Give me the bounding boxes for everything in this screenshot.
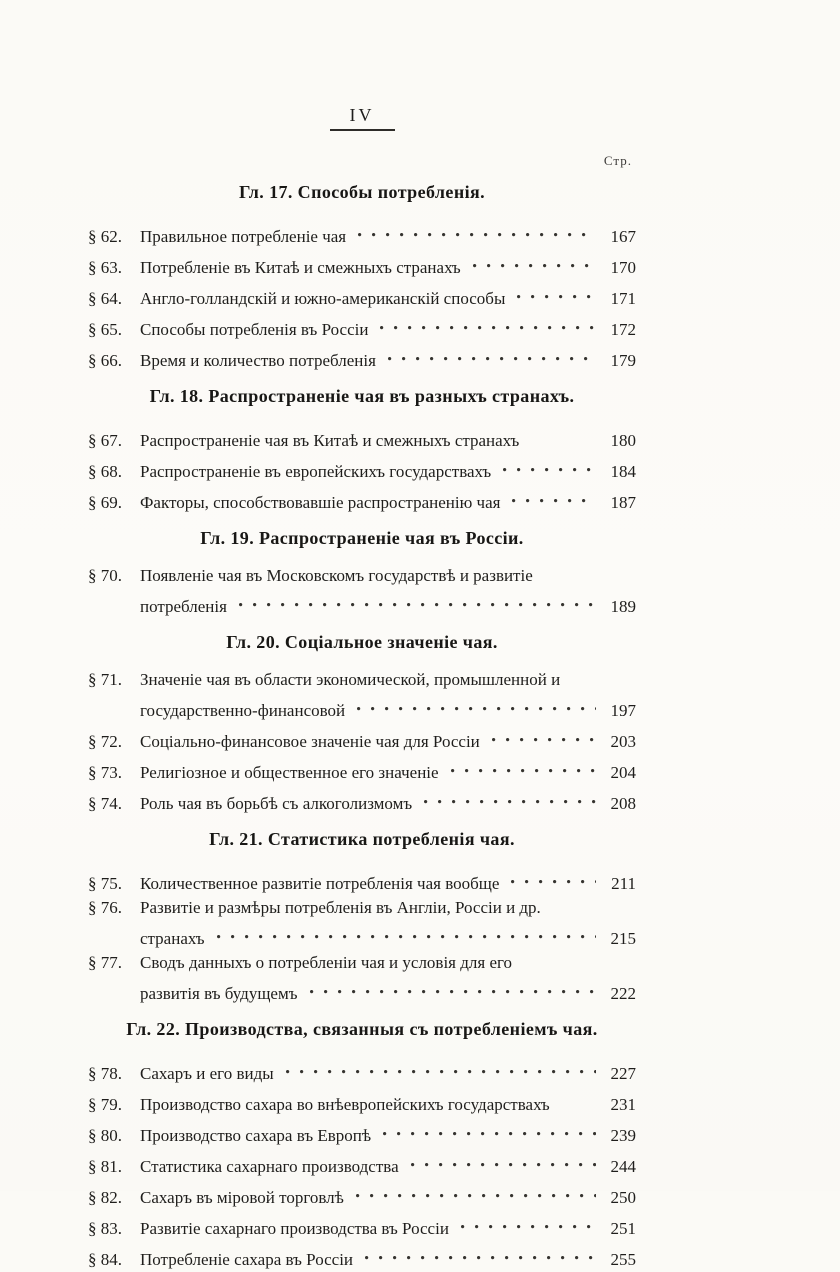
entry-text: Англо-голландскій и южно-американскій способы: [140, 289, 506, 308]
dot-leader: [562, 1086, 596, 1110]
toc-entry-line: [88, 723, 636, 754]
entry-text: Статистика сахарнаго производства: [140, 1157, 399, 1176]
dot-leader: [217, 920, 596, 944]
toc-entry-line: [88, 484, 636, 515]
entry-number: § 69.: [88, 493, 122, 512]
chapter-heading: Гл. 17. Способы потребленія.: [238, 182, 486, 202]
entry-text: потребленія: [140, 597, 227, 616]
toc-entry-line: [88, 920, 636, 951]
entry-page: 231: [610, 1095, 636, 1114]
entry-text: Сводъ данныхъ о потребленіи чая и условія для его: [140, 953, 513, 972]
entry-text: Религіозное и общественное его значеніе: [140, 763, 439, 782]
entry-text: Распространеніе въ европейскихъ государствахъ: [140, 462, 492, 481]
entry-page: 204: [610, 763, 636, 782]
entry-number: § 66.: [88, 351, 122, 370]
entry-text: Роль чая въ борьбѣ съ алкоголизмомъ: [140, 794, 413, 813]
entry-page: 255: [610, 1250, 636, 1269]
entry-number: § 83.: [88, 1219, 122, 1238]
entry-page: 170: [610, 258, 636, 277]
entry-page: 203: [610, 732, 636, 751]
entry-text: странахъ: [140, 929, 205, 948]
entry-number: § 79.: [88, 1095, 122, 1114]
toc-entry-line: [88, 564, 636, 588]
dot-leader: [461, 1210, 596, 1234]
toc-entry-line: [88, 1179, 636, 1210]
toc-entry-line: [88, 785, 636, 816]
entry-text: Распространеніе чая въ Китаѣ и смежныхъ странахъ: [140, 431, 520, 450]
entry-text: Сахаръ въ міровой торговлѣ: [140, 1188, 344, 1207]
entry-page: 187: [610, 493, 636, 512]
dot-leader: [239, 588, 596, 612]
entry-page: 250: [610, 1188, 636, 1207]
toc-entry-line: [88, 1086, 636, 1117]
toc-entry-line: [88, 453, 636, 484]
entry-number: § 65.: [88, 320, 122, 339]
toc-entry-line: [88, 249, 636, 280]
entry-number: § 74.: [88, 794, 122, 813]
folio-wrap: [88, 104, 636, 131]
entry-page: 244: [610, 1157, 636, 1176]
page-number-folio: IV: [330, 104, 395, 131]
entry-text: Соціально-финансовое значеніе чая для Россіи: [140, 732, 480, 751]
toc-entry-line: [88, 1210, 636, 1241]
dot-leader: [310, 975, 596, 999]
dot-leader: [511, 865, 596, 889]
entry-number: § 76.: [88, 898, 122, 917]
entry-number: § 72.: [88, 732, 122, 751]
entry-text: Способы потребленія въ Россіи: [140, 320, 369, 339]
toc-entry-line: [88, 951, 636, 975]
entry-page: 208: [610, 794, 636, 813]
entry-page: 251: [610, 1219, 636, 1238]
entry-number: § 78.: [88, 1064, 122, 1083]
entry-page: 184: [610, 462, 636, 481]
chapter-heading: Гл. 22. Производства, связанныя съ потребленіемъ чая.: [126, 1019, 598, 1039]
toc: [88, 179, 636, 1272]
toc-entry-line: [88, 342, 636, 373]
entry-page: 179: [610, 351, 636, 370]
toc-entry-line: [88, 865, 636, 896]
entry-number: § 71.: [88, 670, 122, 689]
toc-entry-line: [88, 311, 636, 342]
entry-page: 227: [610, 1064, 636, 1083]
dot-leader: [357, 692, 596, 716]
entry-page: 211: [611, 874, 636, 893]
entry-text: государственно-финансовой: [140, 701, 346, 720]
entry-text: Значеніе чая въ области экономической, промышленной и: [140, 670, 561, 689]
entry-page: 239: [610, 1126, 636, 1145]
entry-page: 189: [610, 597, 636, 616]
entry-page: 167: [610, 227, 636, 246]
toc-entry-line: [88, 280, 636, 311]
entry-number: § 84.: [88, 1250, 122, 1269]
dot-leader: [473, 249, 596, 273]
dot-leader: [503, 453, 596, 477]
entry-number: § 75.: [88, 874, 122, 893]
entry-text: Появленіе чая въ Московскомъ государствѣ и развитіе: [140, 566, 533, 585]
toc-entry-line: [88, 754, 636, 785]
entry-page: 215: [610, 929, 636, 948]
entry-text: Время и количество потребленія: [140, 351, 376, 370]
entry-text: развитія въ будущемъ: [140, 984, 298, 1003]
entry-page: 180: [610, 431, 636, 450]
entry-text: Количественное развитіе потребленія чая вообще: [140, 874, 500, 893]
entry-number: § 81.: [88, 1157, 122, 1176]
dot-leader: [286, 1055, 596, 1079]
entry-number: § 73.: [88, 763, 122, 782]
entry-text: Производство сахара во внѣевропейскихъ государствахъ: [140, 1095, 550, 1114]
dot-leader: [424, 785, 596, 809]
toc-entry-line: [88, 1055, 636, 1086]
entry-text: Факторы, способствовавшіе распространенію чая: [140, 493, 501, 512]
chapter-heading: Гл. 21. Статистика потребленія чая.: [209, 829, 515, 849]
entry-number: § 64.: [88, 289, 122, 308]
entry-number: § 70.: [88, 566, 122, 585]
dot-leader: [380, 311, 596, 335]
toc-entry-line: [88, 588, 636, 619]
dot-leader: [356, 1179, 596, 1203]
entry-number: § 77.: [88, 953, 122, 972]
entry-text: Потребленіе въ Китаѣ и смежныхъ странахъ: [140, 258, 461, 277]
toc-entry-line: [88, 896, 636, 920]
entry-page: 222: [610, 984, 636, 1003]
page-column-label: Стр.: [603, 153, 632, 168]
entry-number: § 82.: [88, 1188, 122, 1207]
chapter-heading: Гл. 19. Распространеніе чая въ Россіи.: [200, 528, 524, 548]
toc-entry-line: [88, 975, 636, 1006]
dot-leader: [451, 754, 596, 778]
dot-leader: [531, 422, 596, 446]
dot-leader: [383, 1117, 596, 1141]
toc-entry-line: [88, 692, 636, 723]
entry-text: Сахаръ и его виды: [140, 1064, 274, 1083]
entry-page: 171: [610, 289, 636, 308]
dot-leader: [388, 342, 596, 366]
dot-leader: [411, 1148, 596, 1172]
dot-leader: [492, 723, 596, 747]
chapter-heading: Гл. 20. Соціальное значеніе чая.: [226, 632, 498, 652]
toc-entry-line: [88, 218, 636, 249]
toc-entry-line: [88, 1117, 636, 1148]
entry-number: § 80.: [88, 1126, 122, 1145]
entry-page: 197: [610, 701, 636, 720]
entry-number: § 67.: [88, 431, 122, 450]
entry-number: § 63.: [88, 258, 122, 277]
dot-leader: [365, 1241, 596, 1265]
entry-text: Развитіе и размѣры потребленія въ Англіи, Россіи и др.: [140, 898, 541, 917]
entry-page: 172: [610, 320, 636, 339]
dot-leader: [512, 484, 596, 508]
toc-entry-line: [88, 422, 636, 453]
entry-number: § 62.: [88, 227, 122, 246]
entry-text: Потребленіе сахара въ Россіи: [140, 1250, 354, 1269]
entry-text: Развитіе сахарнаго производства въ Россіи: [140, 1219, 449, 1238]
entry-text: Производство сахара въ Европѣ: [140, 1126, 372, 1145]
chapter-heading: Гл. 18. Распространеніе чая въ разныхъ странахъ.: [149, 386, 575, 406]
content-column: [88, 104, 636, 1272]
toc-entry-line: [88, 668, 636, 692]
dot-leader: [358, 218, 596, 242]
dot-leader: [517, 280, 596, 304]
entry-number: § 68.: [88, 462, 122, 481]
entry-text: Правильное потребленіе чая: [140, 227, 347, 246]
toc-entry-line: [88, 1148, 636, 1179]
toc-entry-line: [88, 1241, 636, 1272]
